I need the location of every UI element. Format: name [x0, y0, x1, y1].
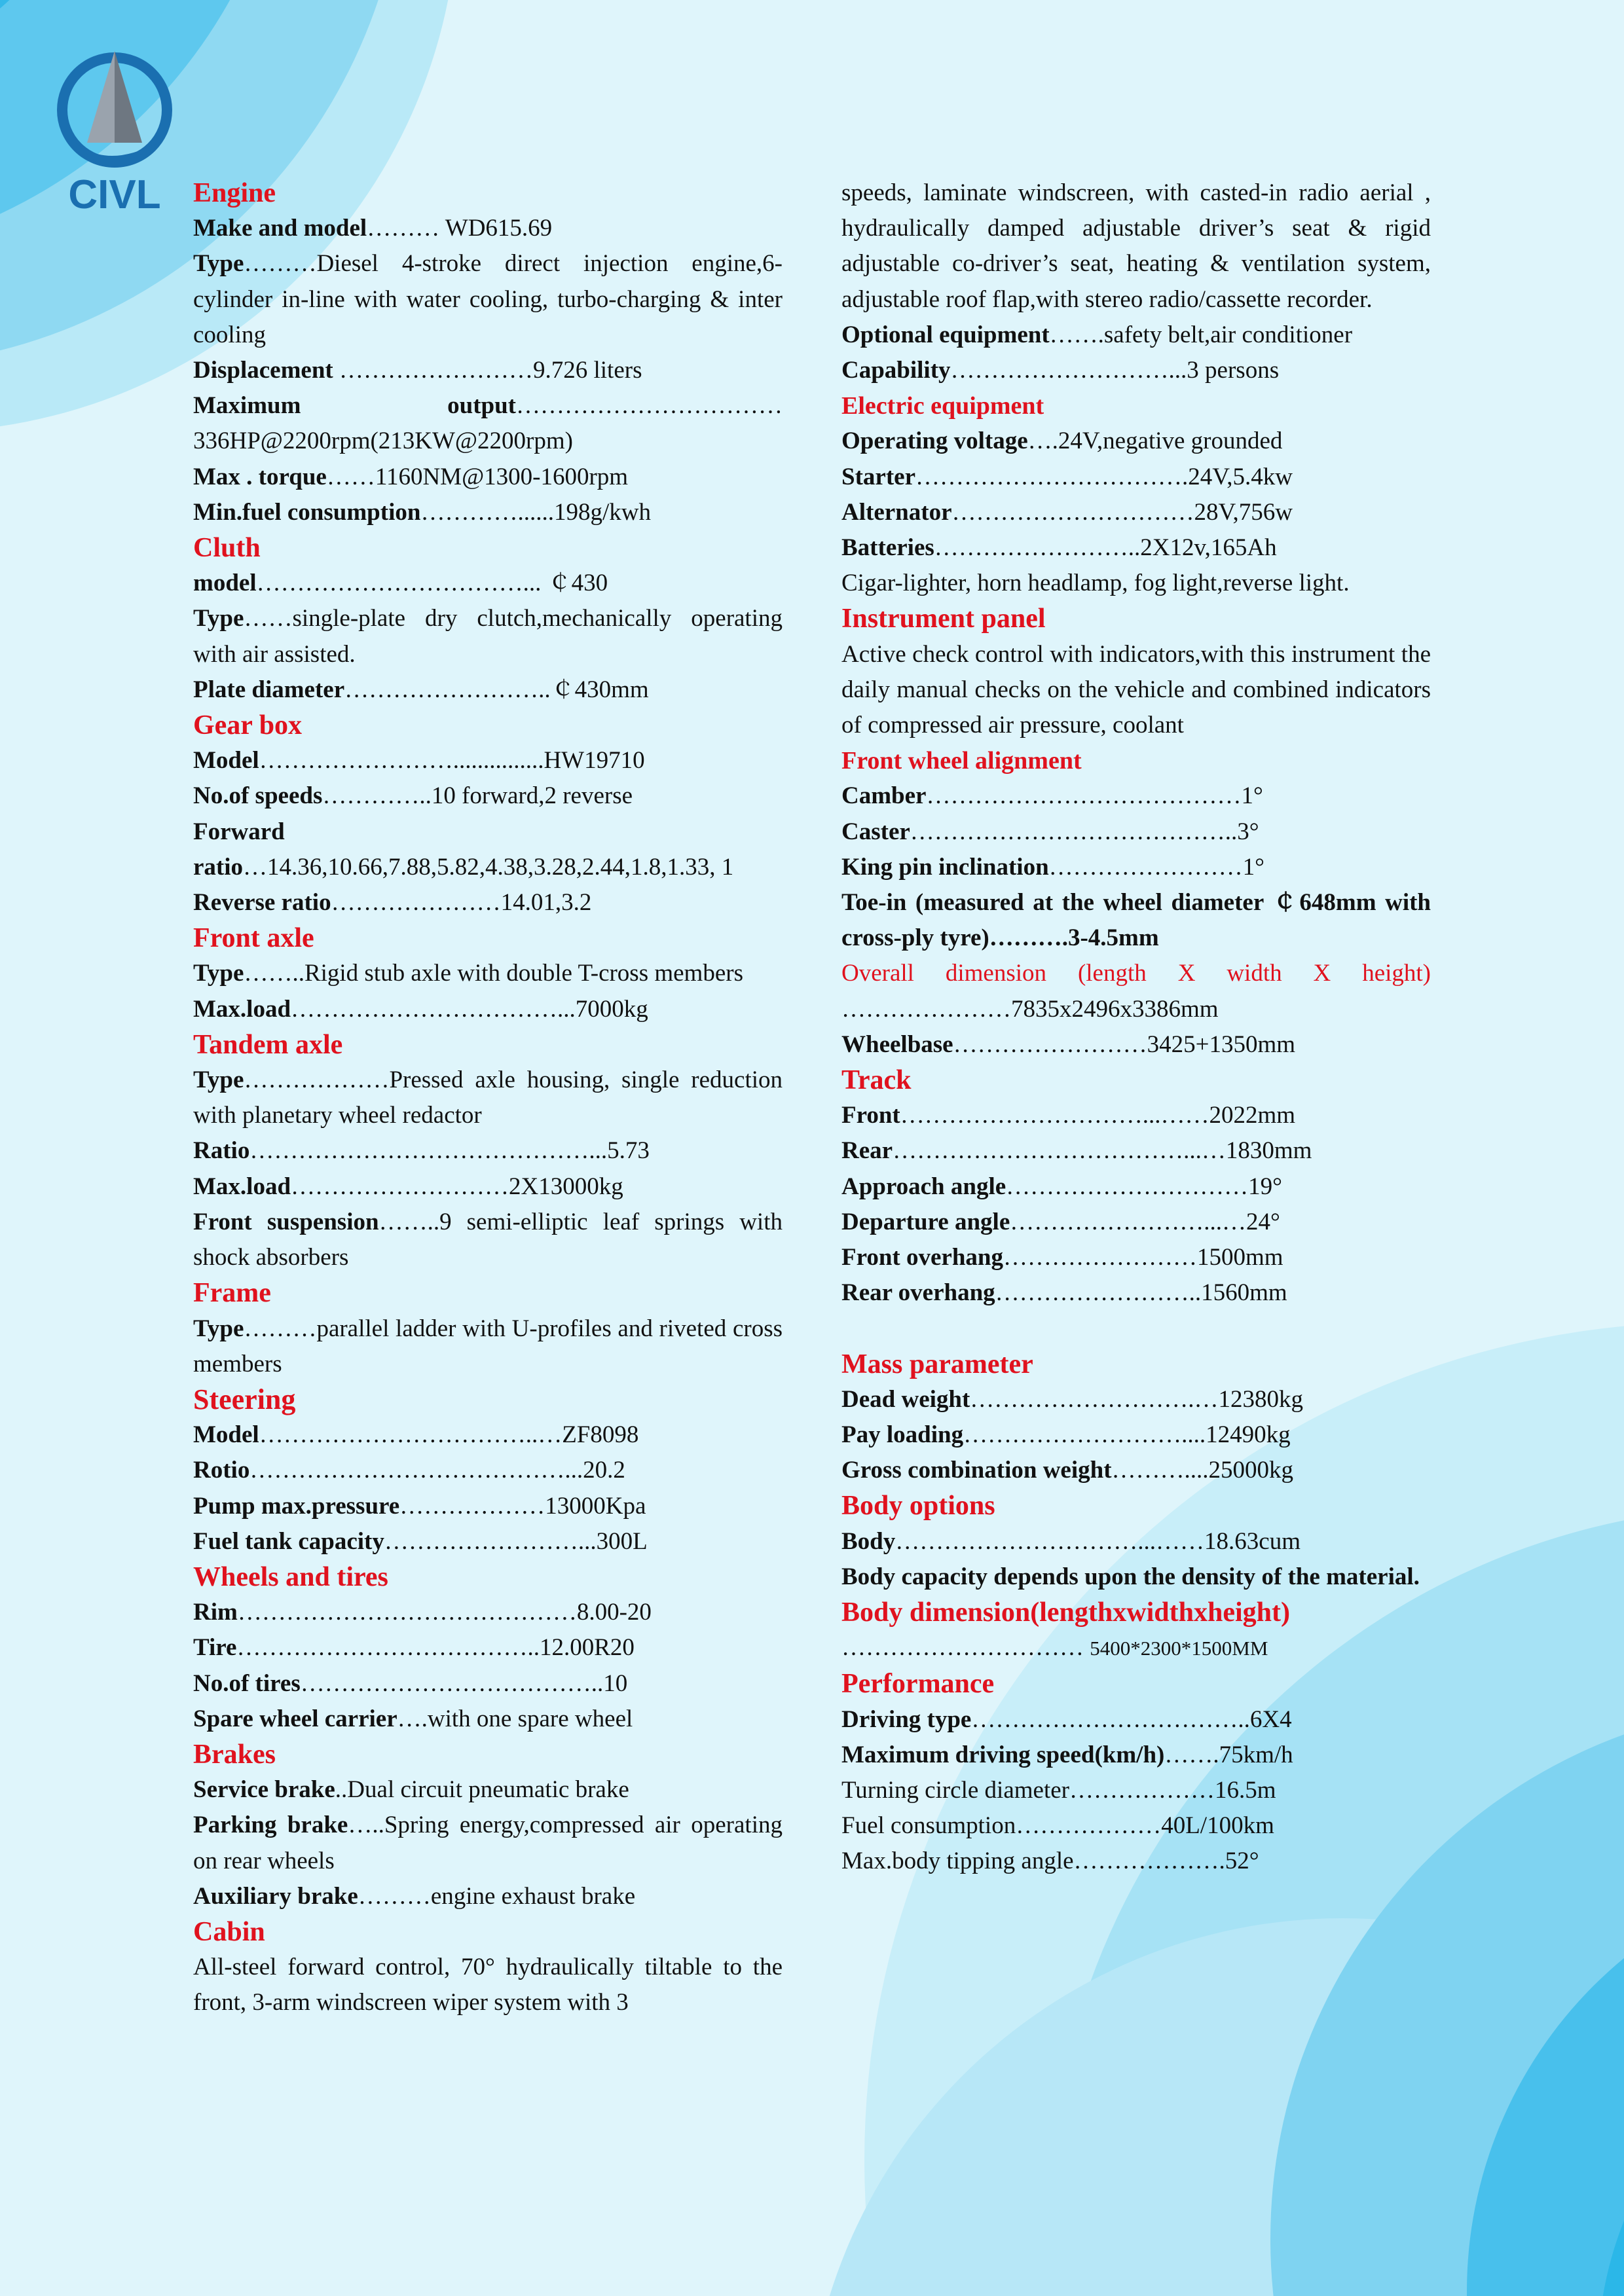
- section-engine: Engine: [193, 178, 276, 208]
- gearbox-forward-label: Forward: [193, 818, 285, 845]
- performance-drive: Driving type……………………………..6X4: [841, 1705, 1292, 1733]
- front-suspension: Front suspension……..9 semi-elliptic leaf springs with shock absorbers: [193, 1208, 783, 1271]
- clutch-model: model……………………………... ￠430: [193, 570, 608, 597]
- section-body-dimension: Body dimension(lengthxwidthxheight): [841, 1597, 1290, 1628]
- front-axle-type: Type……..Rigid stub axle with double T-cross members: [193, 960, 743, 987]
- section-steering: Steering: [193, 1383, 296, 1415]
- steering-ratio: Rotio…………………………………...20.2: [193, 1457, 625, 1484]
- tandem-axle-type: Type………………Pressed axle housing, single reduction with planetary wheel redactor: [193, 1066, 783, 1129]
- section-mass-parameter: Mass parameter: [841, 1349, 1033, 1379]
- instrument-text: Active check control with indicators,with this instrument the daily manual checks on the vehicle and combined indicators of compressed air pressure, coolant: [841, 640, 1431, 739]
- svg-text:CIVL: CIVL: [68, 172, 161, 215]
- performance-tipping: Max.body tipping angle……………….52°: [841, 1848, 1259, 1875]
- clutch-type: Type……single-plate dry clutch,mechanically operating with air assisted.: [193, 605, 783, 668]
- section-clutch: Cluth: [193, 533, 261, 564]
- section-tandem-axle: Tandem axle: [193, 1029, 343, 1060]
- cabin-text: All-steel forward control, 70° hydraulically tiltable to the front, 3-arm windscreen wiper system with 3: [193, 1954, 783, 2016]
- section-cabin: Cabin: [193, 1916, 265, 1947]
- body-dimension-value: ………………………… 5400*2300*1500MM: [841, 1634, 1268, 1662]
- engine-max-output: Maximum output……………………………: [193, 392, 783, 420]
- brakes-auxiliary: Auxiliary brake………engine exhaust brake: [193, 1882, 636, 1910]
- alignment-king-pin: King pin inclination……………………1°: [841, 853, 1264, 881]
- section-brakes: Brakes: [193, 1739, 276, 1770]
- performance-fuel: Fuel consumption………………40L/100km: [841, 1812, 1274, 1840]
- optional-equipment: Optional equipment…….safety belt,air conditioner: [841, 321, 1353, 348]
- section-front-wheel-alignment: Front wheel alignment: [841, 747, 1082, 775]
- clutch-plate: Plate diameter……………………..￠430mm: [193, 676, 649, 703]
- electric-starter: Starter…………………………….24V,5.4kw: [841, 463, 1293, 490]
- engine-displacement: Displacement ……………………9.726 liters: [193, 357, 642, 384]
- performance-turning: Turning circle diameter………………16.5m: [841, 1776, 1276, 1804]
- cabin-text-continued: speeds, laminate windscreen, with casted-in radio aerial , hydraulically damped adjustable driver’s seat & rigid adjustable co-driver’s seat, heating & ventilation system, adjustable roof flap,with stereo radio/cassette recorder.: [841, 179, 1431, 313]
- engine-fuel: Min.fuel consumption…………......198g/kwh: [193, 498, 651, 526]
- body-capacity: Body…………………………...……18.63cum: [841, 1527, 1301, 1555]
- wheels-spare: Spare wheel carrier….with one spare wheel: [193, 1705, 633, 1732]
- performance-speed: Maximum driving speed(km/h)…….75km/h: [841, 1741, 1293, 1768]
- mass-gross: Gross combination weight………....25000kg: [841, 1457, 1294, 1484]
- section-performance: Performance: [841, 1669, 995, 1700]
- fuel-tank: Fuel tank capacity……………………...300L: [193, 1527, 648, 1555]
- tandem-axle-ratio: Ratio……………………………………...5.73: [193, 1137, 650, 1165]
- brakes-parking: Parking brake…..Spring energy,compressed air operating on rear wheels: [193, 1812, 783, 1874]
- alignment-toe-in: Toe-in (measured at the wheel diameter ￠648mm with cross-ply tyre)……….3-4.5mm: [841, 889, 1431, 952]
- departure-angle: Departure angle……………………...…24°: [841, 1208, 1280, 1235]
- front-overhang: Front overhang……………………1500mm: [841, 1244, 1283, 1271]
- track-front: Front…………………………...……2022mm: [841, 1102, 1296, 1129]
- wheelbase: Wheelbase……………………3425+1350mm: [841, 1030, 1296, 1058]
- frame-type: Type………parallel ladder with U-profiles and riveted cross members: [193, 1315, 783, 1377]
- section-track: Track: [841, 1065, 912, 1096]
- mass-pay-loading: Pay loading………………………....12490kg: [841, 1421, 1291, 1448]
- gearbox-forward-ratio: ratio…14.36,10.66,7.88,5.82,4.38,3.28,2.44,1.8,1.33, 1: [193, 853, 734, 881]
- gearbox-speeds: No.of speeds…………..10 forward,2 reverse: [193, 782, 633, 810]
- section-wheels: Wheels and tires: [193, 1561, 388, 1592]
- spacer: [841, 1311, 1431, 1347]
- gearbox-model: Model……………………...............HW19710: [193, 747, 645, 774]
- section-front-axle: Front axle: [193, 923, 314, 954]
- engine-max-output-value: 336HP@2200rpm(213KW@2200rpm): [193, 428, 573, 455]
- civl-logo-icon: [49, 45, 180, 215]
- body-note: Body capacity depends upon the density of the material.: [841, 1563, 1420, 1590]
- section-instrument-panel: Instrument panel: [841, 604, 1046, 634]
- section-frame: Frame: [193, 1278, 271, 1309]
- right-column: [841, 175, 1431, 1880]
- rear-overhang: Rear overhang……………………..1560mm: [841, 1279, 1287, 1307]
- overall-dimension: Overall dimension (length X width X height) …………………7835x2496x3386mm: [841, 960, 1431, 1023]
- section-gearbox: Gear box: [193, 710, 303, 741]
- wheels-tire: Tire………………………………..12.00R20: [193, 1634, 635, 1662]
- electric-batteries: Batteries……………………..2X12v,165Ah: [841, 534, 1277, 562]
- tandem-axle-load: Max.load………………………2X13000kg: [193, 1173, 623, 1200]
- section-body-options: Body options: [841, 1491, 995, 1522]
- steering-pump: Pump max.pressure………………13000Kpa: [193, 1492, 646, 1520]
- electric-alternator: Alternator…………………………28V,756w: [841, 498, 1293, 526]
- engine-torque: Max . torque……1160NM@1300-1600rpm: [193, 463, 629, 490]
- approach-angle: Approach angle…………………………19°: [841, 1173, 1282, 1200]
- electric-voltage: Operating voltage….24V,negative grounded: [841, 428, 1283, 455]
- capability: Capability………………………...3 persons: [841, 357, 1280, 384]
- gearbox-reverse: Reverse ratio…………………14.01,3.2: [193, 889, 592, 917]
- engine-type: Type………Diesel 4-stroke direct injection engine,6-cylinder in-line with water cooling, turbo-charging & inter cooling: [193, 250, 783, 348]
- alignment-camber: Camber…………………………………1°: [841, 782, 1263, 810]
- front-axle-load: Max.load……………………………...7000kg: [193, 995, 648, 1023]
- electric-misc: Cigar-lighter, horn headlamp, fog light,reverse light.: [841, 570, 1350, 597]
- mass-dead-weight: Dead weight……………………….…12380kg: [841, 1385, 1304, 1413]
- wheels-count: No.of tires………………………………..10: [193, 1669, 628, 1697]
- wheels-rim: Rim……………………………………8.00-20: [193, 1599, 652, 1626]
- brakes-service: Service brake..Dual circuit pneumatic brake: [193, 1776, 629, 1804]
- track-rear: Rear………………………………...…1830mm: [841, 1137, 1312, 1165]
- engine-make: Make and model……… WD615.69: [193, 215, 553, 242]
- left-column: [193, 175, 783, 2021]
- alignment-caster: Caster…………………………………..3°: [841, 818, 1259, 845]
- section-electric: Electric equipment: [841, 392, 1044, 420]
- steering-model: Model……………………………..…ZF8098: [193, 1421, 639, 1449]
